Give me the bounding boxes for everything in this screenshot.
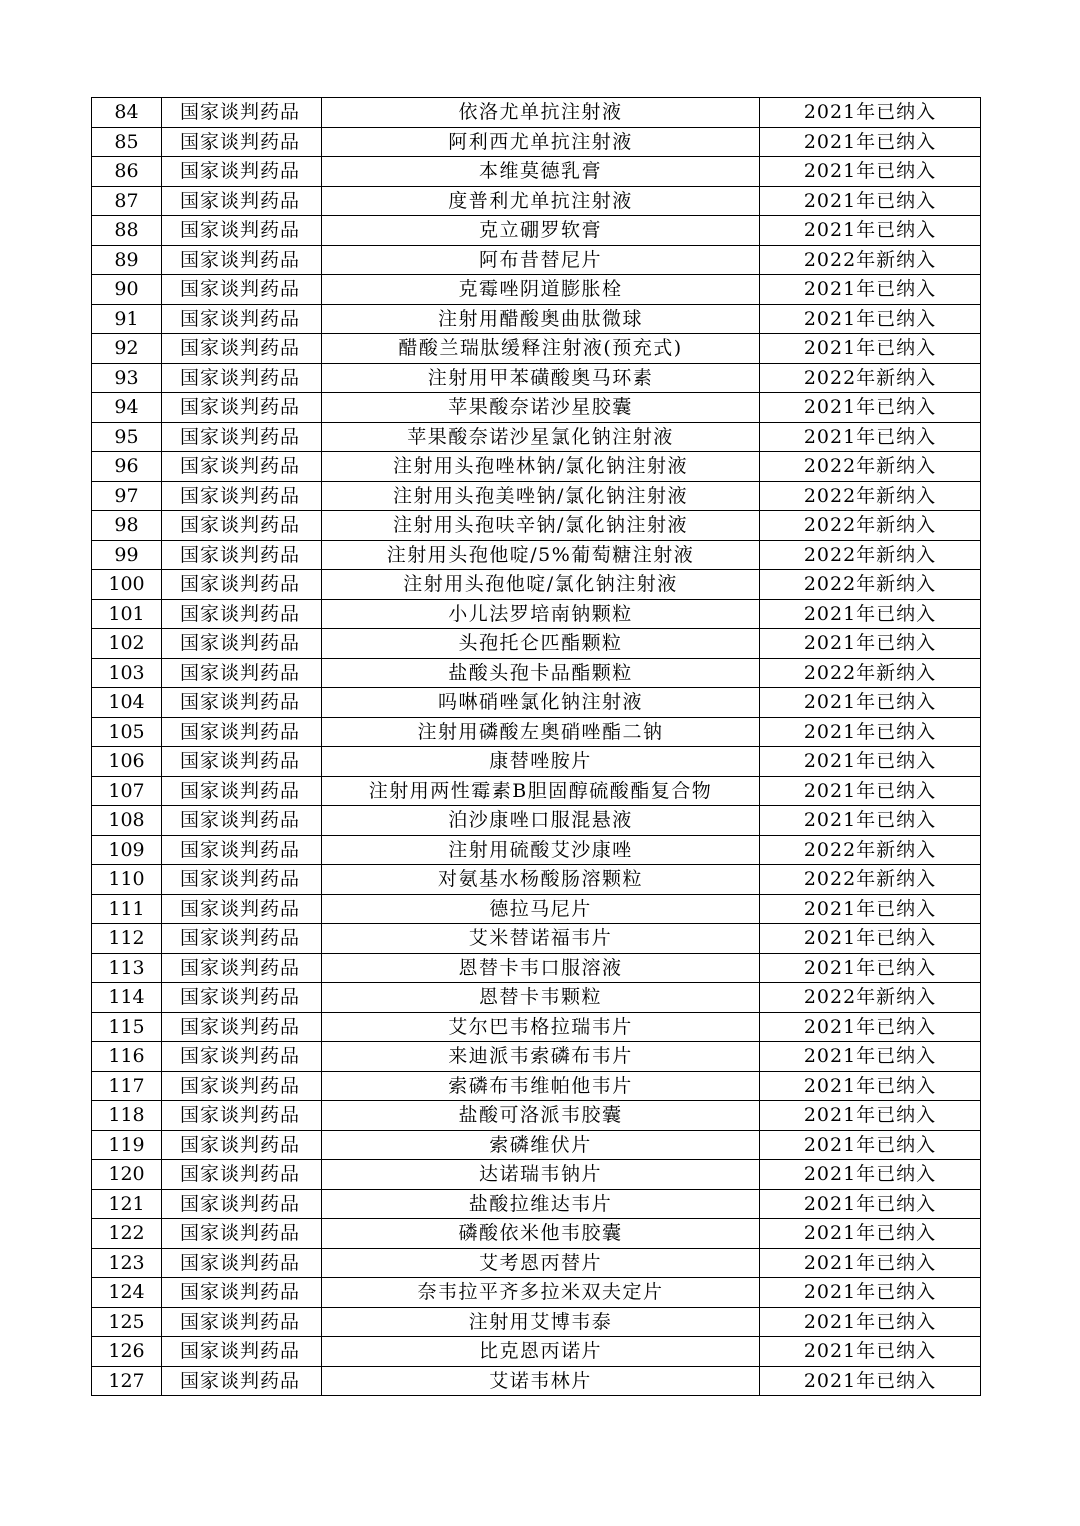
row-number-cell: 126	[92, 1337, 162, 1367]
category-cell: 国家谈判药品	[162, 1337, 322, 1367]
drug-name-cell: 索磷布韦维帕他韦片	[322, 1071, 760, 1101]
category-cell: 国家谈判药品	[162, 98, 322, 128]
row-number-cell: 89	[92, 245, 162, 275]
category-cell: 国家谈判药品	[162, 1012, 322, 1042]
category-cell: 国家谈判药品	[162, 894, 322, 924]
status-cell: 2022年新纳入	[760, 511, 981, 541]
drug-name-cell: 注射用头孢他啶/氯化钠注射液	[322, 570, 760, 600]
drug-name-cell: 克霉唑阴道膨胀栓	[322, 275, 760, 305]
drug-name-cell: 注射用头孢呋辛钠/氯化钠注射液	[322, 511, 760, 541]
row-number-cell: 108	[92, 806, 162, 836]
row-number-cell: 121	[92, 1189, 162, 1219]
drug-name-cell: 盐酸可洛派韦胶囊	[322, 1101, 760, 1131]
drug-name-cell: 阿布昔替尼片	[322, 245, 760, 275]
row-number-cell: 86	[92, 157, 162, 187]
status-cell: 2021年已纳入	[760, 1160, 981, 1190]
table-row	[92, 127, 981, 157]
status-cell: 2021年已纳入	[760, 1248, 981, 1278]
row-number-cell: 91	[92, 304, 162, 334]
table-row	[92, 570, 981, 600]
row-number-cell: 106	[92, 747, 162, 777]
drug-name-cell: 苹果酸奈诺沙星胶囊	[322, 393, 760, 423]
row-number-cell: 99	[92, 540, 162, 570]
row-number-cell: 95	[92, 422, 162, 452]
status-cell: 2021年已纳入	[760, 393, 981, 423]
status-cell: 2021年已纳入	[760, 1012, 981, 1042]
drug-name-cell: 对氨基水杨酸肠溶颗粒	[322, 865, 760, 895]
drug-name-cell: 苹果酸奈诺沙星氯化钠注射液	[322, 422, 760, 452]
drug-name-cell: 头孢托仑匹酯颗粒	[322, 629, 760, 659]
row-number-cell: 88	[92, 216, 162, 246]
table-row	[92, 806, 981, 836]
row-number-cell: 122	[92, 1219, 162, 1249]
status-cell: 2022年新纳入	[760, 570, 981, 600]
category-cell: 国家谈判药品	[162, 511, 322, 541]
row-number-cell: 96	[92, 452, 162, 482]
row-number-cell: 105	[92, 717, 162, 747]
table-row	[92, 481, 981, 511]
table-row	[92, 865, 981, 895]
category-cell: 国家谈判药品	[162, 1130, 322, 1160]
table-row	[92, 304, 981, 334]
drug-name-cell: 依洛尤单抗注射液	[322, 98, 760, 128]
row-number-cell: 104	[92, 688, 162, 718]
drug-name-cell: 注射用两性霉素B胆固醇硫酸酯复合物	[322, 776, 760, 806]
table-row	[92, 1307, 981, 1337]
status-cell: 2021年已纳入	[760, 216, 981, 246]
drug-name-cell: 克立硼罗软膏	[322, 216, 760, 246]
status-cell: 2021年已纳入	[760, 1366, 981, 1396]
category-cell: 国家谈判药品	[162, 1278, 322, 1308]
table-row	[92, 1189, 981, 1219]
status-cell: 2021年已纳入	[760, 894, 981, 924]
status-cell: 2022年新纳入	[760, 245, 981, 275]
category-cell: 国家谈判药品	[162, 983, 322, 1013]
status-cell: 2021年已纳入	[760, 747, 981, 777]
table-row	[92, 245, 981, 275]
category-cell: 国家谈判药品	[162, 363, 322, 393]
table-row	[92, 983, 981, 1013]
category-cell: 国家谈判药品	[162, 186, 322, 216]
row-number-cell: 93	[92, 363, 162, 393]
table-row	[92, 1071, 981, 1101]
category-cell: 国家谈判药品	[162, 865, 322, 895]
category-cell: 国家谈判药品	[162, 393, 322, 423]
table-row	[92, 393, 981, 423]
drug-name-cell: 盐酸拉维达韦片	[322, 1189, 760, 1219]
status-cell: 2021年已纳入	[760, 127, 981, 157]
row-number-cell: 111	[92, 894, 162, 924]
status-cell: 2021年已纳入	[760, 275, 981, 305]
status-cell: 2022年新纳入	[760, 835, 981, 865]
category-cell: 国家谈判药品	[162, 1189, 322, 1219]
drug-name-cell: 德拉马尼片	[322, 894, 760, 924]
drug-name-cell: 吗啉硝唑氯化钠注射液	[322, 688, 760, 718]
status-cell: 2022年新纳入	[760, 481, 981, 511]
row-number-cell: 101	[92, 599, 162, 629]
row-number-cell: 125	[92, 1307, 162, 1337]
drug-name-cell: 注射用磷酸左奥硝唑酯二钠	[322, 717, 760, 747]
status-cell: 2021年已纳入	[760, 98, 981, 128]
category-cell: 国家谈判药品	[162, 127, 322, 157]
row-number-cell: 100	[92, 570, 162, 600]
table-row	[92, 1130, 981, 1160]
drug-name-cell: 艾考恩丙替片	[322, 1248, 760, 1278]
status-cell: 2021年已纳入	[760, 776, 981, 806]
drug-name-cell: 索磷维伏片	[322, 1130, 760, 1160]
row-number-cell: 118	[92, 1101, 162, 1131]
row-number-cell: 119	[92, 1130, 162, 1160]
table-row	[92, 776, 981, 806]
drug-name-cell: 恩替卡韦颗粒	[322, 983, 760, 1013]
table-row	[92, 1101, 981, 1131]
status-cell: 2021年已纳入	[760, 1071, 981, 1101]
status-cell: 2021年已纳入	[760, 688, 981, 718]
drug-name-cell: 艾尔巴韦格拉瑞韦片	[322, 1012, 760, 1042]
table-row	[92, 599, 981, 629]
status-cell: 2021年已纳入	[760, 953, 981, 983]
drug-list-table	[91, 97, 981, 1396]
row-number-cell: 117	[92, 1071, 162, 1101]
drug-name-cell: 注射用头孢美唑钠/氯化钠注射液	[322, 481, 760, 511]
table-row	[92, 1248, 981, 1278]
table-row	[92, 511, 981, 541]
table-row	[92, 275, 981, 305]
row-number-cell: 110	[92, 865, 162, 895]
table-row	[92, 688, 981, 718]
row-number-cell: 102	[92, 629, 162, 659]
status-cell: 2021年已纳入	[760, 1278, 981, 1308]
drug-name-cell: 注射用艾博韦泰	[322, 1307, 760, 1337]
status-cell: 2022年新纳入	[760, 452, 981, 482]
table-row	[92, 747, 981, 777]
status-cell: 2022年新纳入	[760, 983, 981, 1013]
row-number-cell: 127	[92, 1366, 162, 1396]
category-cell: 国家谈判药品	[162, 924, 322, 954]
table-row	[92, 216, 981, 246]
status-cell: 2021年已纳入	[760, 1219, 981, 1249]
row-number-cell: 84	[92, 98, 162, 128]
row-number-cell: 115	[92, 1012, 162, 1042]
status-cell: 2021年已纳入	[760, 157, 981, 187]
drug-name-cell: 比克恩丙诺片	[322, 1337, 760, 1367]
drug-name-cell: 本维莫德乳膏	[322, 157, 760, 187]
drug-name-cell: 达诺瑞韦钠片	[322, 1160, 760, 1190]
status-cell: 2021年已纳入	[760, 334, 981, 364]
status-cell: 2021年已纳入	[760, 599, 981, 629]
drug-list-body	[92, 98, 981, 1396]
drug-name-cell: 康替唑胺片	[322, 747, 760, 777]
drug-name-cell: 注射用头孢唑林钠/氯化钠注射液	[322, 452, 760, 482]
table-row	[92, 629, 981, 659]
row-number-cell: 87	[92, 186, 162, 216]
row-number-cell: 120	[92, 1160, 162, 1190]
category-cell: 国家谈判药品	[162, 1160, 322, 1190]
table-row	[92, 98, 981, 128]
drug-name-cell: 泊沙康唑口服混悬液	[322, 806, 760, 836]
table-row	[92, 658, 981, 688]
category-cell: 国家谈判药品	[162, 658, 322, 688]
drug-name-cell: 注射用甲苯磺酸奥马环素	[322, 363, 760, 393]
row-number-cell: 103	[92, 658, 162, 688]
table-row	[92, 186, 981, 216]
drug-name-cell: 奈韦拉平齐多拉米双夫定片	[322, 1278, 760, 1308]
table-row	[92, 1278, 981, 1308]
table-row	[92, 953, 981, 983]
category-cell: 国家谈判药品	[162, 629, 322, 659]
drug-name-cell: 艾诺韦林片	[322, 1366, 760, 1396]
category-cell: 国家谈判药品	[162, 835, 322, 865]
status-cell: 2021年已纳入	[760, 304, 981, 334]
category-cell: 国家谈判药品	[162, 717, 322, 747]
drug-name-cell: 阿利西尤单抗注射液	[322, 127, 760, 157]
category-cell: 国家谈判药品	[162, 245, 322, 275]
drug-name-cell: 来迪派韦索磷布韦片	[322, 1042, 760, 1072]
drug-name-cell: 度普利尤单抗注射液	[322, 186, 760, 216]
row-number-cell: 97	[92, 481, 162, 511]
table-row	[92, 334, 981, 364]
table-row	[92, 1366, 981, 1396]
status-cell: 2021年已纳入	[760, 629, 981, 659]
table-row	[92, 894, 981, 924]
category-cell: 国家谈判药品	[162, 953, 322, 983]
status-cell: 2021年已纳入	[760, 717, 981, 747]
row-number-cell: 107	[92, 776, 162, 806]
row-number-cell: 112	[92, 924, 162, 954]
row-number-cell: 92	[92, 334, 162, 364]
table-row	[92, 835, 981, 865]
category-cell: 国家谈判药品	[162, 1307, 322, 1337]
table-row	[92, 717, 981, 747]
category-cell: 国家谈判药品	[162, 806, 322, 836]
drug-name-cell: 盐酸头孢卡品酯颗粒	[322, 658, 760, 688]
status-cell: 2021年已纳入	[760, 1101, 981, 1131]
row-number-cell: 116	[92, 1042, 162, 1072]
table-row	[92, 1219, 981, 1249]
row-number-cell: 94	[92, 393, 162, 423]
row-number-cell: 109	[92, 835, 162, 865]
category-cell: 国家谈判药品	[162, 1042, 322, 1072]
status-cell: 2021年已纳入	[760, 1337, 981, 1367]
category-cell: 国家谈判药品	[162, 1071, 322, 1101]
status-cell: 2022年新纳入	[760, 540, 981, 570]
category-cell: 国家谈判药品	[162, 540, 322, 570]
category-cell: 国家谈判药品	[162, 334, 322, 364]
row-number-cell: 114	[92, 983, 162, 1013]
category-cell: 国家谈判药品	[162, 599, 322, 629]
category-cell: 国家谈判药品	[162, 1219, 322, 1249]
drug-name-cell: 注射用硫酸艾沙康唑	[322, 835, 760, 865]
table-row	[92, 1042, 981, 1072]
category-cell: 国家谈判药品	[162, 776, 322, 806]
status-cell: 2021年已纳入	[760, 924, 981, 954]
category-cell: 国家谈判药品	[162, 275, 322, 305]
status-cell: 2021年已纳入	[760, 1307, 981, 1337]
drug-name-cell: 注射用醋酸奥曲肽微球	[322, 304, 760, 334]
status-cell: 2021年已纳入	[760, 1189, 981, 1219]
category-cell: 国家谈判药品	[162, 1366, 322, 1396]
status-cell: 2021年已纳入	[760, 1130, 981, 1160]
category-cell: 国家谈判药品	[162, 747, 322, 777]
status-cell: 2022年新纳入	[760, 865, 981, 895]
status-cell: 2021年已纳入	[760, 186, 981, 216]
category-cell: 国家谈判药品	[162, 157, 322, 187]
drug-name-cell: 磷酸依米他韦胶囊	[322, 1219, 760, 1249]
table-row	[92, 924, 981, 954]
row-number-cell: 124	[92, 1278, 162, 1308]
category-cell: 国家谈判药品	[162, 452, 322, 482]
table-row	[92, 1160, 981, 1190]
row-number-cell: 85	[92, 127, 162, 157]
category-cell: 国家谈判药品	[162, 481, 322, 511]
row-number-cell: 123	[92, 1248, 162, 1278]
status-cell: 2022年新纳入	[760, 363, 981, 393]
table-row	[92, 452, 981, 482]
status-cell: 2021年已纳入	[760, 1042, 981, 1072]
category-cell: 国家谈判药品	[162, 688, 322, 718]
table-row	[92, 540, 981, 570]
row-number-cell: 90	[92, 275, 162, 305]
category-cell: 国家谈判药品	[162, 216, 322, 246]
category-cell: 国家谈判药品	[162, 422, 322, 452]
status-cell: 2021年已纳入	[760, 422, 981, 452]
table-row	[92, 422, 981, 452]
category-cell: 国家谈判药品	[162, 570, 322, 600]
drug-name-cell: 小儿法罗培南钠颗粒	[322, 599, 760, 629]
row-number-cell: 98	[92, 511, 162, 541]
category-cell: 国家谈判药品	[162, 1248, 322, 1278]
table-row	[92, 1012, 981, 1042]
category-cell: 国家谈判药品	[162, 304, 322, 334]
drug-name-cell: 艾米替诺福韦片	[322, 924, 760, 954]
status-cell: 2021年已纳入	[760, 806, 981, 836]
table-row	[92, 1337, 981, 1367]
table-row	[92, 157, 981, 187]
status-cell: 2022年新纳入	[760, 658, 981, 688]
drug-name-cell: 醋酸兰瑞肽缓释注射液(预充式)	[322, 334, 760, 364]
drug-name-cell: 恩替卡韦口服溶液	[322, 953, 760, 983]
row-number-cell: 113	[92, 953, 162, 983]
table-row	[92, 363, 981, 393]
drug-name-cell: 注射用头孢他啶/5%葡萄糖注射液	[322, 540, 760, 570]
category-cell: 国家谈判药品	[162, 1101, 322, 1131]
